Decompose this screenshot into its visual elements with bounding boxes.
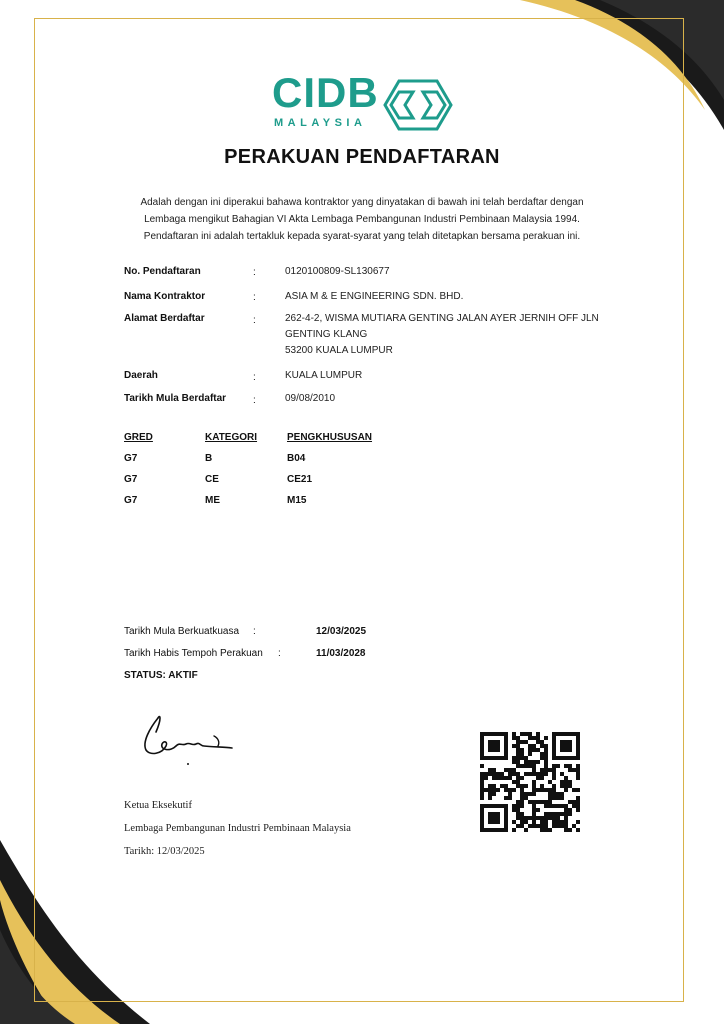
intro-line: Pendaftaran ini adalah tertakluk kepada syarat-syarat yang telah ditetapkan bersama perakuan ini. <box>143 231 581 242</box>
tarikh-mula-berdaftar-value: 09/08/2010 <box>285 393 336 404</box>
colon: : <box>253 372 256 383</box>
signatory-date: Tarikh: 12/03/2025 <box>124 846 205 857</box>
category-cell: ME <box>205 495 220 506</box>
intro-line: Lembaga mengikut Bahagian VI Akta Lembaga Pembangunan Industri Pembinaan Malaysia 1994. <box>144 214 580 225</box>
colon: : <box>253 395 256 406</box>
nama-kontraktor-value: ASIA M & E ENGINEERING SDN. BHD. <box>285 291 464 302</box>
colon: : <box>278 648 281 659</box>
nama-kontraktor-label: Nama Kontraktor <box>124 291 206 302</box>
specialisation-cell: B04 <box>287 453 306 464</box>
signatory-organisation: Lembaga Pembangunan Industri Pembinaan Malaysia <box>124 823 351 834</box>
grades-header-pengkhususan: PENGKHUSUSAN <box>287 432 373 443</box>
certificate-title: PERAKUAN PENDAFTARAN <box>224 146 500 168</box>
specialisation-cell: M15 <box>287 495 307 506</box>
colon: : <box>253 292 256 303</box>
qr-code-icon[interactable] <box>480 732 580 832</box>
cidb-logo-mark-icon <box>383 78 453 132</box>
specialisation-cell: CE21 <box>287 474 313 485</box>
grade-cell: G7 <box>124 495 138 506</box>
daerah-value: KUALA LUMPUR <box>285 370 363 381</box>
alamat-label: Alamat Berdaftar <box>124 313 205 324</box>
category-cell: B <box>205 453 213 464</box>
tarikh-habis-tempoh-label: Tarikh Habis Tempoh Perakuan <box>124 648 263 659</box>
daerah-label: Daerah <box>124 370 158 381</box>
tarikh-mula-berkuatkuasa-value: 12/03/2025 <box>316 626 367 637</box>
signature-image <box>136 710 236 770</box>
status-text: STATUS: AKTIF <box>124 670 198 681</box>
alamat-line: 53200 KUALA LUMPUR <box>285 345 393 356</box>
alamat-value <box>285 311 599 359</box>
grades-header-gred: GRED <box>124 432 153 443</box>
alamat-line: GENTING KLANG <box>285 329 368 340</box>
grade-cell: G7 <box>124 453 138 464</box>
alamat-line: 262-4-2, WISMA MUTIARA GENTING JALAN AYER JERNIH OFF JLN <box>285 313 599 324</box>
tarikh-mula-berdaftar-label: Tarikh Mula Berdaftar <box>124 393 227 404</box>
grades-header-kategori: KATEGORI <box>205 432 258 443</box>
colon: : <box>253 267 256 278</box>
cidb-logo-subtext: MALAYSIA <box>274 117 367 129</box>
colon: : <box>253 626 256 637</box>
no-pendaftaran-value: 0120100809-SL130677 <box>285 266 390 277</box>
cidb-logo-text: CIDB <box>272 69 379 116</box>
tarikh-habis-tempoh-value: 11/03/2028 <box>316 648 366 659</box>
category-cell: CE <box>205 474 219 485</box>
intro-paragraph <box>110 194 614 245</box>
colon: : <box>253 315 256 326</box>
signatory-position: Ketua Eksekutif <box>124 800 192 811</box>
no-pendaftaran-label: No. Pendaftaran <box>124 266 201 277</box>
intro-line: Adalah dengan ini diperakui bahawa kontraktor yang dinyatakan di bawah ini telah berdaftar dengan <box>140 197 584 208</box>
tarikh-mula-berkuatkuasa-label: Tarikh Mula Berkuatkuasa <box>124 626 240 637</box>
grade-cell: G7 <box>124 474 138 485</box>
